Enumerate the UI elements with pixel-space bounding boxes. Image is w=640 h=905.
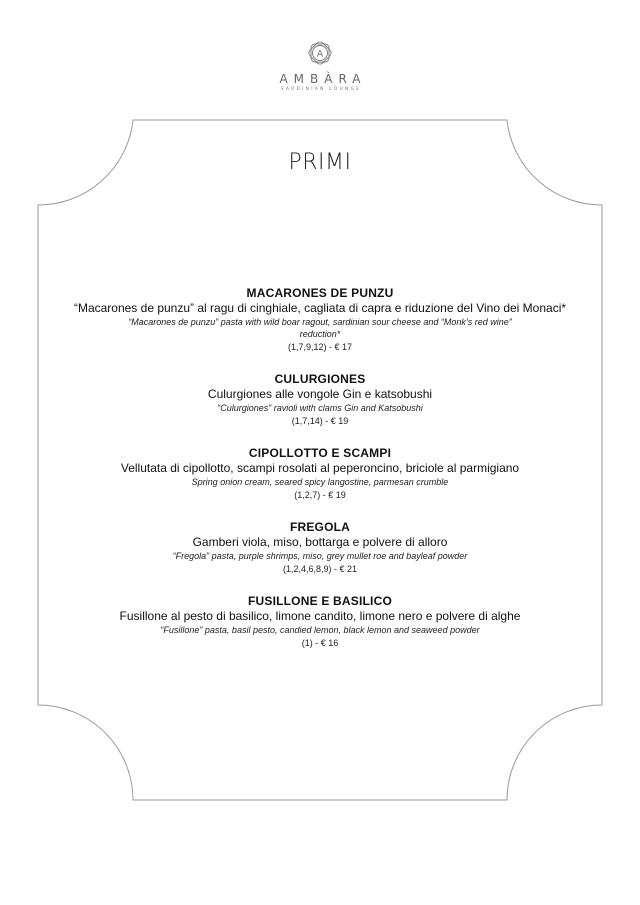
brand-logo	[0, 38, 640, 92]
dish-description-english: Spring onion cream, seared spicy langostine, parmesan crumble	[191, 477, 449, 487]
dish-item	[70, 286, 570, 353]
dish-item	[70, 520, 570, 575]
dish-description-italian: Culurgiones alle vongole Gin e katsobushi	[207, 387, 433, 401]
dish-description-english: “Fregola” pasta, purple shrimps, miso, grey mullet roe and bayleaf powder	[172, 551, 468, 561]
dish-allergens-price: (1,2,7) - € 19	[294, 490, 346, 500]
dish-name: FREGOLA	[289, 520, 351, 534]
dish-name: FUSILLONE E BASILICO	[247, 594, 392, 608]
dish-description-english: “Culurgiones” ravioli with clams Gin and Katsobushi	[217, 403, 423, 413]
dish-description-english: “Macarones de punzu” pasta with wild boar ragout, sardinian sour cheese and “Monk’s red wine” reduction*	[128, 317, 512, 339]
dish-description-italian: Gamberi viola, miso, bottarga e polvere di alloro	[192, 535, 448, 549]
dish-allergens-price: (1) - € 16	[301, 638, 339, 648]
brand-name: AMBÀRA	[279, 72, 367, 86]
dish-description-italian: “Macarones de punzu” al ragu di cinghiale, cagliata di capra e riduzione del Vino dei Monaci*	[73, 301, 567, 315]
dish-allergens-price: (1,7,14) - € 19	[291, 416, 349, 426]
logo-letter: A	[316, 49, 324, 60]
dish-item	[70, 372, 570, 427]
dish-item	[70, 446, 570, 501]
dish-description-english: “Fusillone” pasta, basil pesto, candied lemon, black lemon and seaweed powder	[160, 625, 480, 635]
dish-list	[70, 286, 570, 668]
dish-allergens-price: (1,2,4,6,8,9) - € 21	[282, 564, 358, 574]
dish-allergens-price: (1,7,9,12) - € 17	[287, 342, 353, 352]
logo-emblem-icon	[305, 38, 335, 68]
section-title: PRIMI	[288, 150, 352, 175]
dish-name: CULURGIONES	[274, 372, 366, 386]
dish-name: MACARONES DE PUNZU	[246, 286, 394, 300]
dish-item	[70, 594, 570, 649]
dish-name: CIPOLLOTTO E SCAMPI	[248, 446, 392, 460]
dish-description-italian: Fusillone al pesto di basilico, limone candito, limone nero e polvere di alghe	[119, 609, 521, 623]
brand-tagline: SARDINIAN LOUNGE	[280, 87, 362, 92]
dish-description-italian: Vellutata di cipollotto, scampi rosolati al peperoncino, briciole al parmigiano	[120, 461, 520, 475]
